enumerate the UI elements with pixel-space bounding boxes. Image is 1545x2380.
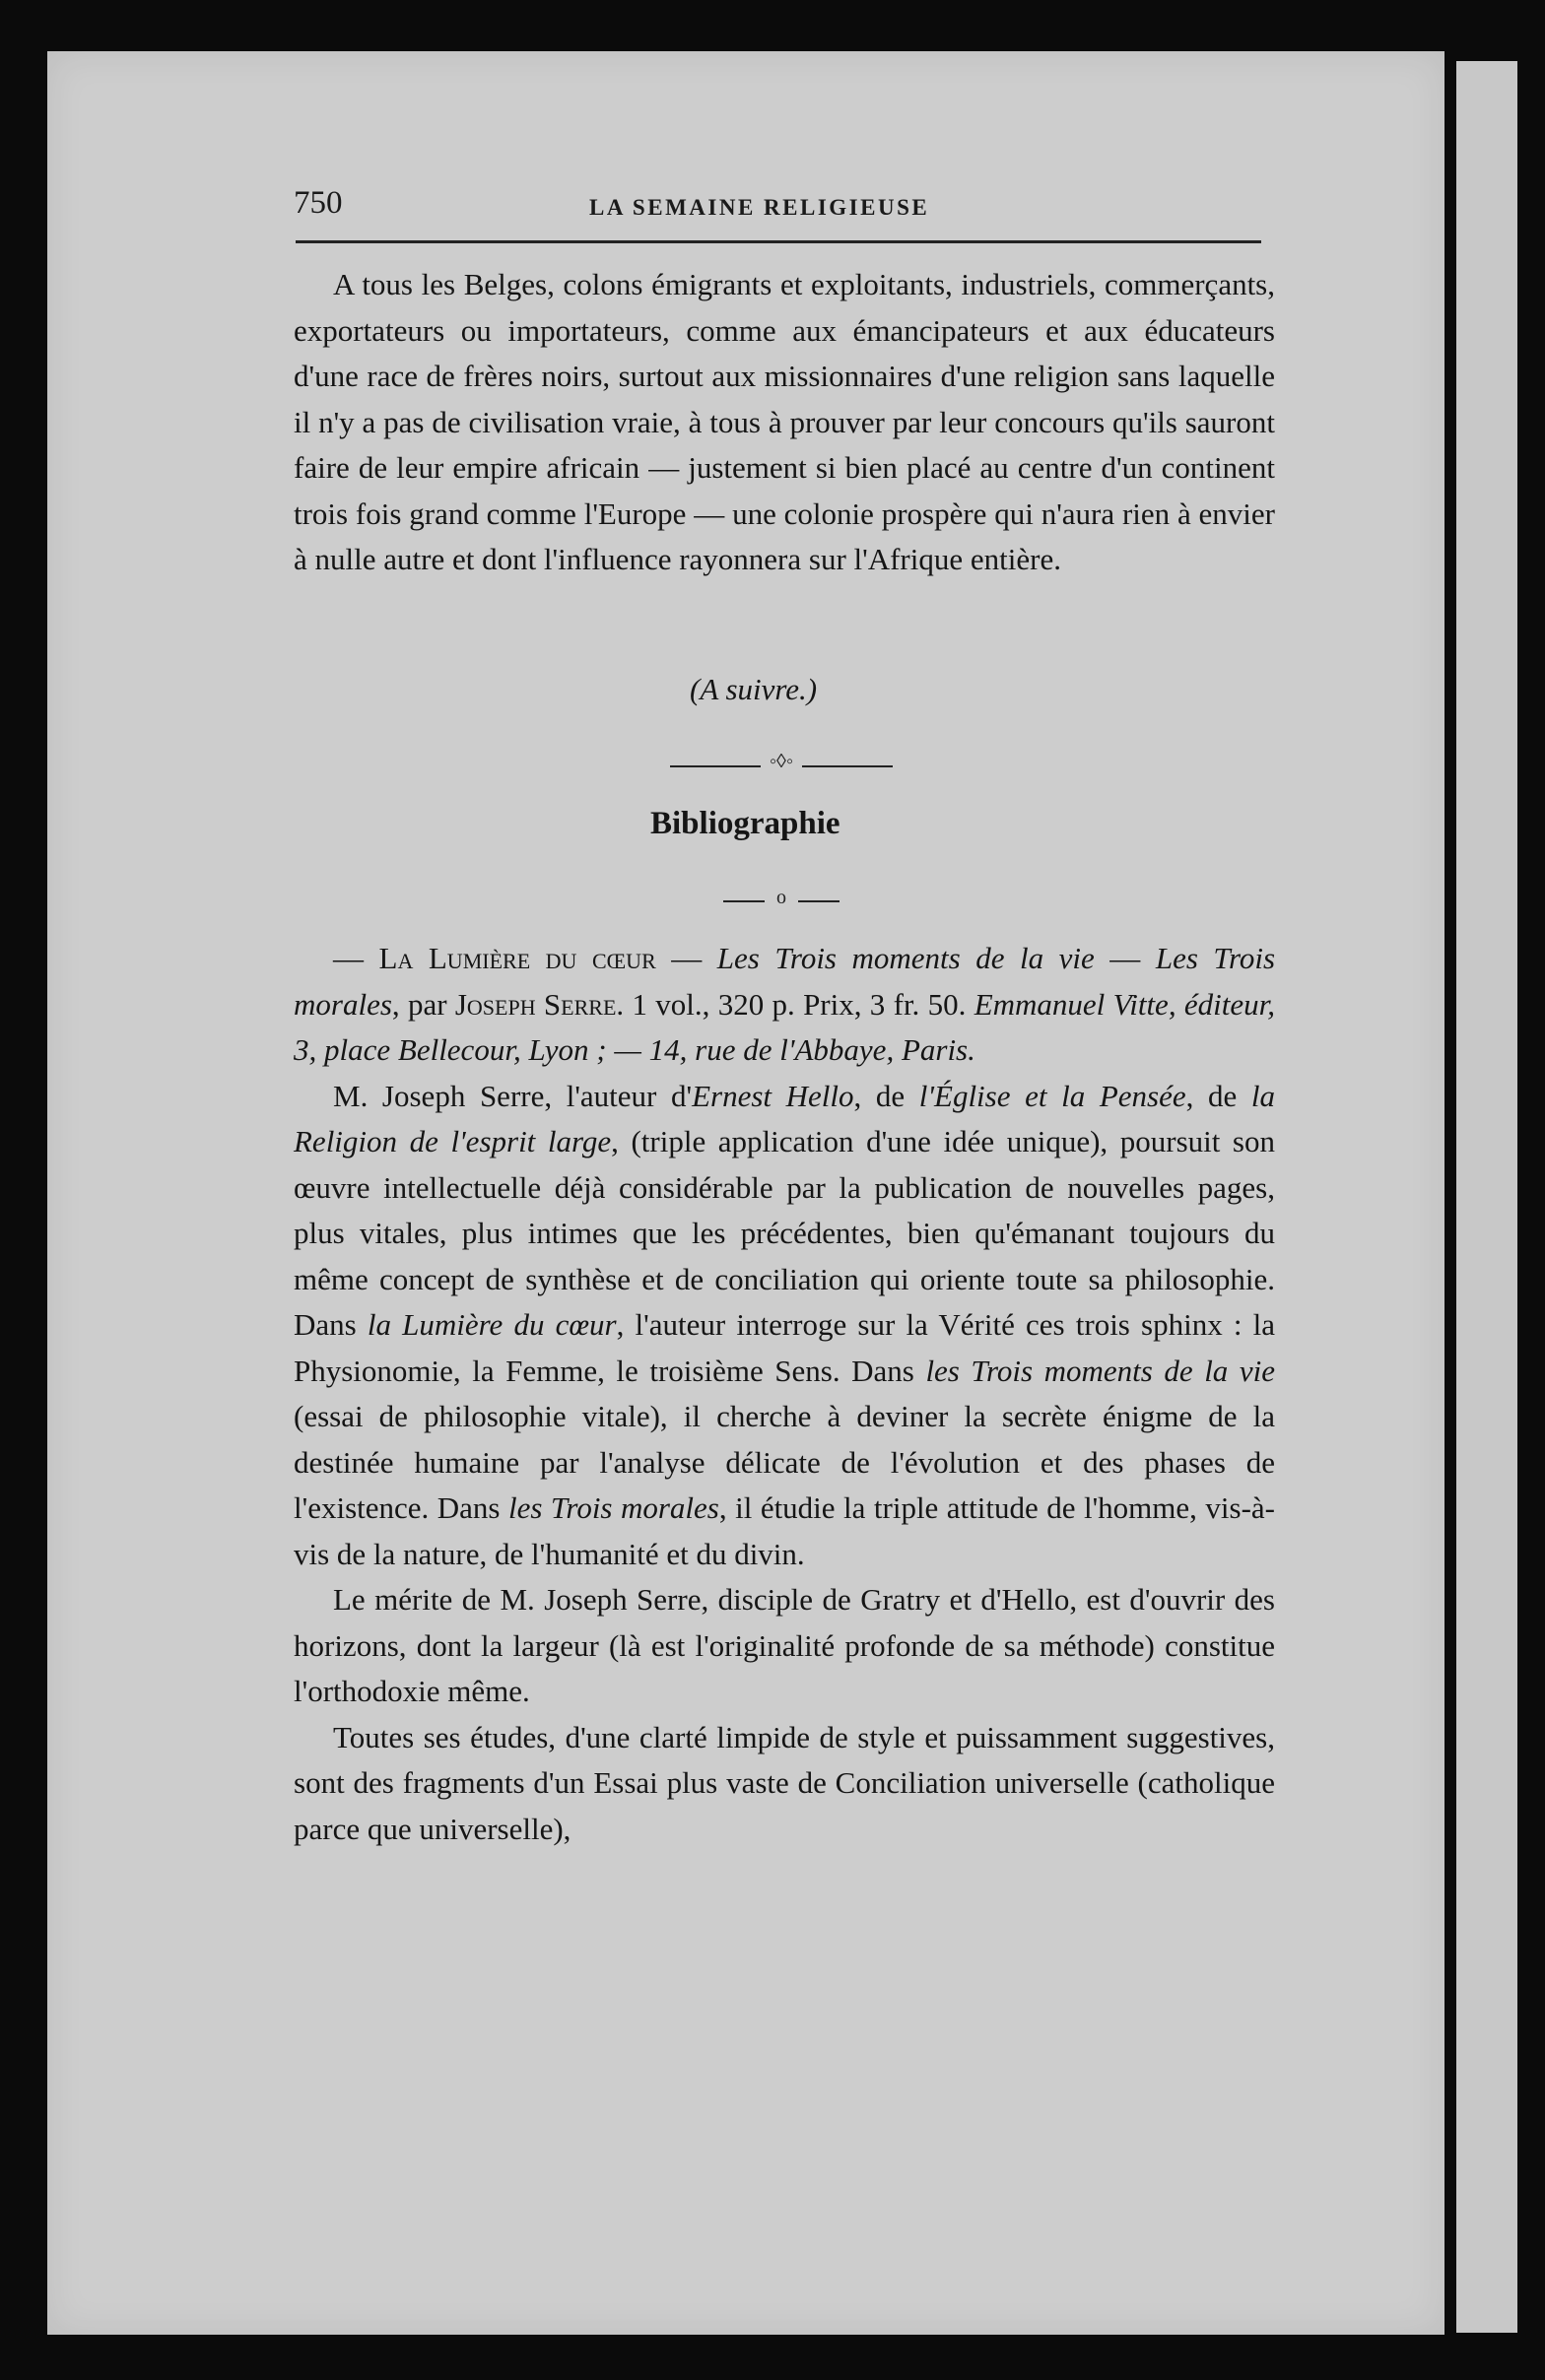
header-rule (296, 240, 1261, 243)
review-paragraph-3: Toutes ses études, d'une clarté limpide de style et puissamment suggestives, sont des fragments d'un Essai plus vaste de Conciliation universelle (catholique parce que universelle), (294, 1719, 1275, 1846)
review-paragraph-2: Le mérite de M. Joseph Serre, disciple de Gratry et d'Hello, est d'ouvrir des horizons, dont la largeur (là est l'originalité profonde de sa méthode) constitue l'orthodoxie même. (294, 1582, 1275, 1708)
section-title: Bibliographie (650, 806, 840, 841)
page-header (294, 185, 1269, 234)
entry-publisher: Emmanuel Vitte, éditeur, 3, place Bellecour, Lyon ; — 14, rue de l'Abbaye, Paris. (294, 986, 1275, 1067)
review-paragraph-1: M. Joseph Serre, l'auteur d'Ernest Hello, de l'Église et la Pensée, de la Religion de l'esprit large, (triple application d'une idée unique), poursuit son œuvre intellectuelle déjà considérable par la publication de nouvelles pages, plus vitales, plus intimes que les précédentes, bien qu'émanant toujours du même concept de synthèse et de conciliation qui oriente toute sa philosophie. Dans la Lumière du cœur, l'auteur interroge sur la Vérité ces trois sphinx : la Physionomie, la Femme, le troisième Sens. Dans les Trois moments de la vie (essai de philosophie vitale), il cherche à deviner la secrète énigme de la destinée humaine par l'analyse délicate de l'évolution et des phases de l'existence. Dans les Trois morales, il étudie la triple attitude de l'homme, vis-à-vis de la nature, de l'humanité et du divin. (294, 1078, 1276, 1571)
adjacent-page-edge (1456, 61, 1517, 2333)
continued-article (294, 262, 1275, 583)
to-be-continued: (A suivre.) (690, 672, 818, 706)
continued-paragraph: A tous les Belges, colons émigrants et exploitants, industriels, commerçants, exportateurs ou importateurs, comme aux émancipateurs et aux éducateurs d'une race de frères noirs, surtout aux missionnaires d'une religion sans laquelle il n'y a pas de civilisation vraie, à tous à prouver par leur concours qu'ils sauront faire de leur empire africain — justement si bien placé au centre d'un continent trois fois grand comme l'Europe — une colonie prospère qui n'aura rien à envier à nulle autre et dont l'influence rayonnera sur l'Afrique entière. (294, 267, 1275, 576)
entry-author: Joseph Serre (454, 986, 617, 1022)
entry-details: . 1 vol., 320 p. Prix, 3 fr. 50. (616, 986, 974, 1022)
bibliography-section (294, 936, 1275, 1852)
page-number: 750 (294, 185, 343, 221)
bibliography-entry: — La Lumière du cœur — Les Trois moments de la vie — Les Trois morales, par Joseph Serre. 1 vol., 320 p. Prix, 3 fr. 50. Emmanuel Vitte, éditeur, 3, place Bellecour, Lyon ; — 14, rue de l'Abbaye, Paris. (294, 941, 1276, 1067)
small-divider: o (723, 891, 841, 910)
running-head: LA SEMAINE RELIGIEUSE (589, 195, 930, 220)
ornamental-divider: ◦◊◦ (670, 764, 893, 768)
entry-title: La Lumière du cœur (378, 941, 656, 975)
entry-subtitle-1: Les Trois moments de la vie (716, 941, 1095, 975)
entry-dash: — (333, 941, 379, 975)
entry-subtitle-2: Les Trois morales (294, 941, 1276, 1022)
